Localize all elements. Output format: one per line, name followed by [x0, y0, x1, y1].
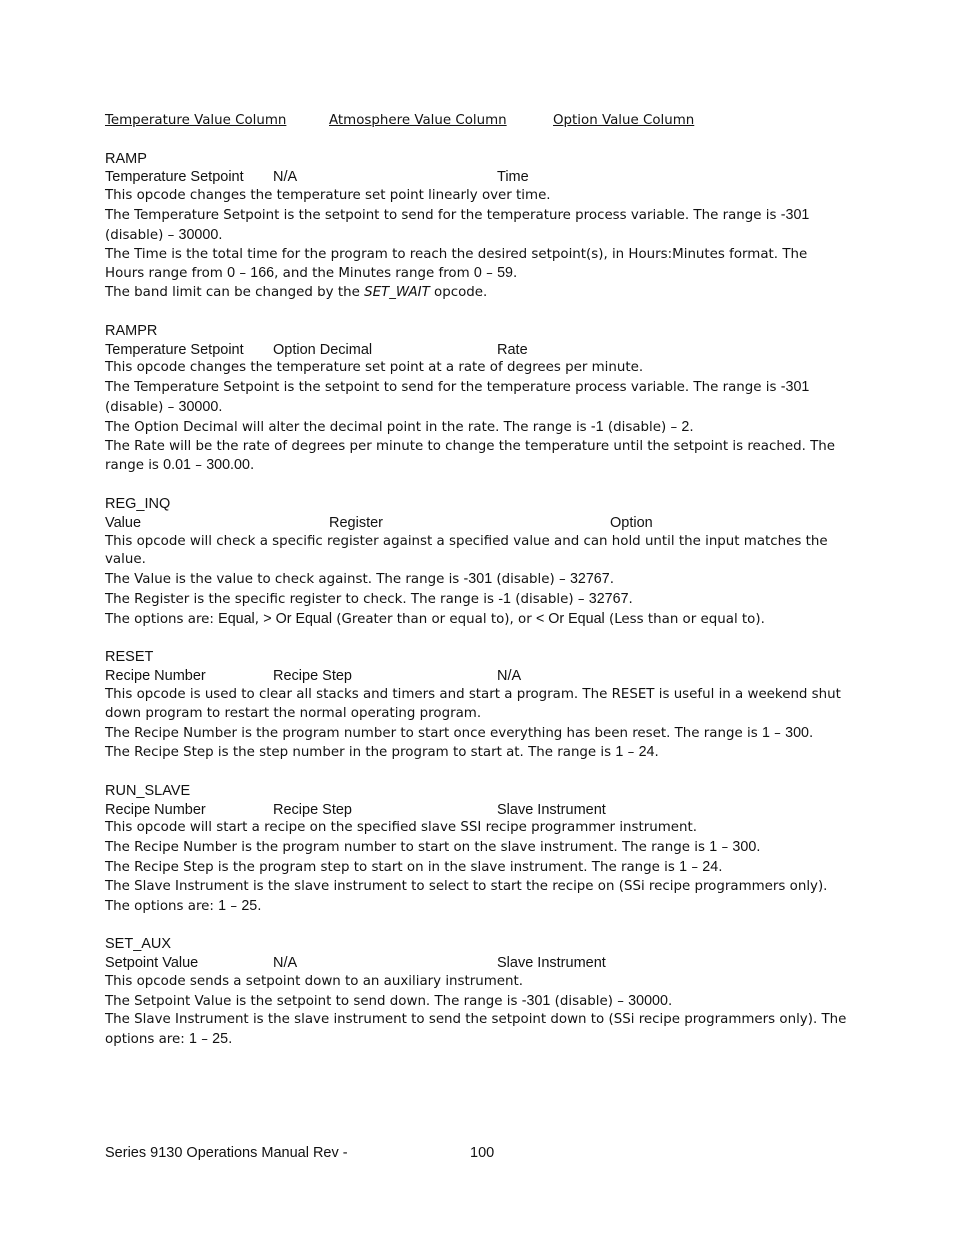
description-line: The Recipe Number is the program number to start on the slave instrument. The range is 1 – 300. [105, 839, 761, 856]
opcode-parameters [105, 801, 850, 820]
parameter-label: Option [610, 514, 653, 531]
opcode-parameters [105, 667, 850, 686]
description-line: This opcode will check a specific register against a specified value and can hold until the input matches the value. [105, 533, 828, 568]
opcode-section-rampr [105, 322, 850, 476]
parameter-label: N/A [273, 955, 298, 972]
description-line: The Slave Instrument is the slave instrument to send the setpoint down to (SSi recipe programmers only). The options are: 1 – 25. [105, 1012, 847, 1048]
opcode-parameters [105, 514, 850, 533]
description-line: The band limit can be changed by the SET_WAIT opcode. [105, 285, 488, 301]
description-line: This opcode is used to clear all stacks and timers and start a program. The RESET is useful in a weekend shut down program to restart the normal operating program. [105, 686, 841, 721]
description-line: This opcode will start a recipe on the specified slave SSI recipe programmer instrument. [105, 820, 698, 836]
parameter-label: Slave Instrument [497, 801, 606, 818]
description-line: The Recipe Number is the program number to start once everything has been reset. The range is 1 – 300. [105, 724, 814, 741]
parameter-label: Temperature Setpoint [105, 169, 244, 186]
parameter-label: Temperature Setpoint [105, 341, 244, 358]
description-line: The Recipe Step is the step number in the program to start at. The range is 1 – 24. [105, 744, 659, 761]
opcode-parameters [105, 954, 850, 973]
page-number: 100 [470, 1145, 495, 1161]
parameter-label: Recipe Step [273, 801, 352, 818]
parameter-label: Recipe Step [273, 668, 352, 685]
description-line: The Temperature Setpoint is the setpoint to send for the temperature process variable. The range is -301 (disable) – 30000. [105, 206, 810, 243]
description-line: The options are: Equal, > Or Equal (Greater than or equal to), or < Or Equal (Less than or equal to). [105, 610, 765, 627]
description-line: The Register is the specific register to check. The range is -1 (disable) – 32767. [105, 590, 633, 607]
manual-page [105, 112, 850, 1069]
opcode-name: RAMPR [105, 322, 158, 339]
opcode-name: RESET [105, 649, 154, 666]
description-line: This opcode changes the temperature set point linearly over time. [105, 188, 551, 204]
description-line: The Temperature Setpoint is the setpoint to send for the temperature process variable. The range is -301 (disable) – 30000. [105, 379, 810, 415]
parameter-label: Option Decimal [273, 341, 373, 358]
option-column-heading: Option Value Column [553, 113, 695, 128]
opcode-section-set-aux [105, 935, 850, 1050]
opcode-parameters [105, 168, 850, 187]
parameter-label: Recipe Number [105, 668, 206, 685]
opcode-section-reg-inq [105, 495, 850, 630]
opcode-name: RUN_SLAVE [105, 782, 191, 799]
opcode-name: REG_INQ [105, 495, 171, 512]
opcode-name: RAMP [105, 150, 147, 167]
opcode-section-run-slave [105, 782, 850, 917]
description-line: The Slave Instrument is the slave instrument to select to start the recipe on (SSi recipe programmers only). The options are: 1 – 25. [105, 878, 828, 914]
opcode-parameters [105, 341, 850, 360]
column-headings [105, 112, 850, 131]
parameter-label: Slave Instrument [497, 955, 606, 972]
parameter-label: Time [497, 169, 529, 186]
description-line: The Option Decimal will alter the decimal point in the rate. The range is -1 (disable) – 2. [105, 418, 694, 435]
description-line: The Recipe Step is the program step to start on in the slave instrument. The range is 1 – 24. [105, 859, 723, 876]
parameter-label: N/A [497, 668, 522, 685]
parameter-label: Value [105, 514, 142, 531]
opcode-name: SET_AUX [105, 936, 172, 953]
opcode-sections [105, 150, 850, 1050]
parameter-label: N/A [273, 169, 298, 186]
parameter-label: Recipe Number [105, 801, 206, 818]
opcode-section-ramp [105, 150, 850, 303]
description-line: The Value is the value to check against. The range is -301 (disable) – 32767. [105, 571, 614, 588]
atmosphere-column-heading: Atmosphere Value Column [329, 113, 507, 128]
description-line: The Time is the total time for the program to reach the desired setpoint(s), in Hours:Minutes format. The Hours range from 0 – 166, and the Minutes range from 0 – 59. [105, 246, 808, 282]
description-line: This opcode sends a setpoint down to an auxiliary instrument. [105, 973, 524, 989]
temperature-column-heading: Temperature Value Column [105, 113, 287, 128]
parameter-label: Rate [497, 341, 528, 358]
description-line: This opcode changes the temperature set point at a rate of degrees per minute. [105, 360, 644, 376]
footer-title: Series 9130 Operations Manual Rev - [105, 1145, 348, 1161]
parameter-label: Setpoint Value [105, 955, 199, 972]
description-line: The Rate will be the rate of degrees per minute to change the temperature until the setpoint is reached. The range is 0.01 – 300.00. [105, 438, 836, 474]
description-line: The Setpoint Value is the setpoint to send down. The range is -301 (disable) – 30000. [105, 992, 673, 1009]
opcode-section-reset [105, 648, 850, 763]
parameter-label: Register [329, 514, 383, 531]
